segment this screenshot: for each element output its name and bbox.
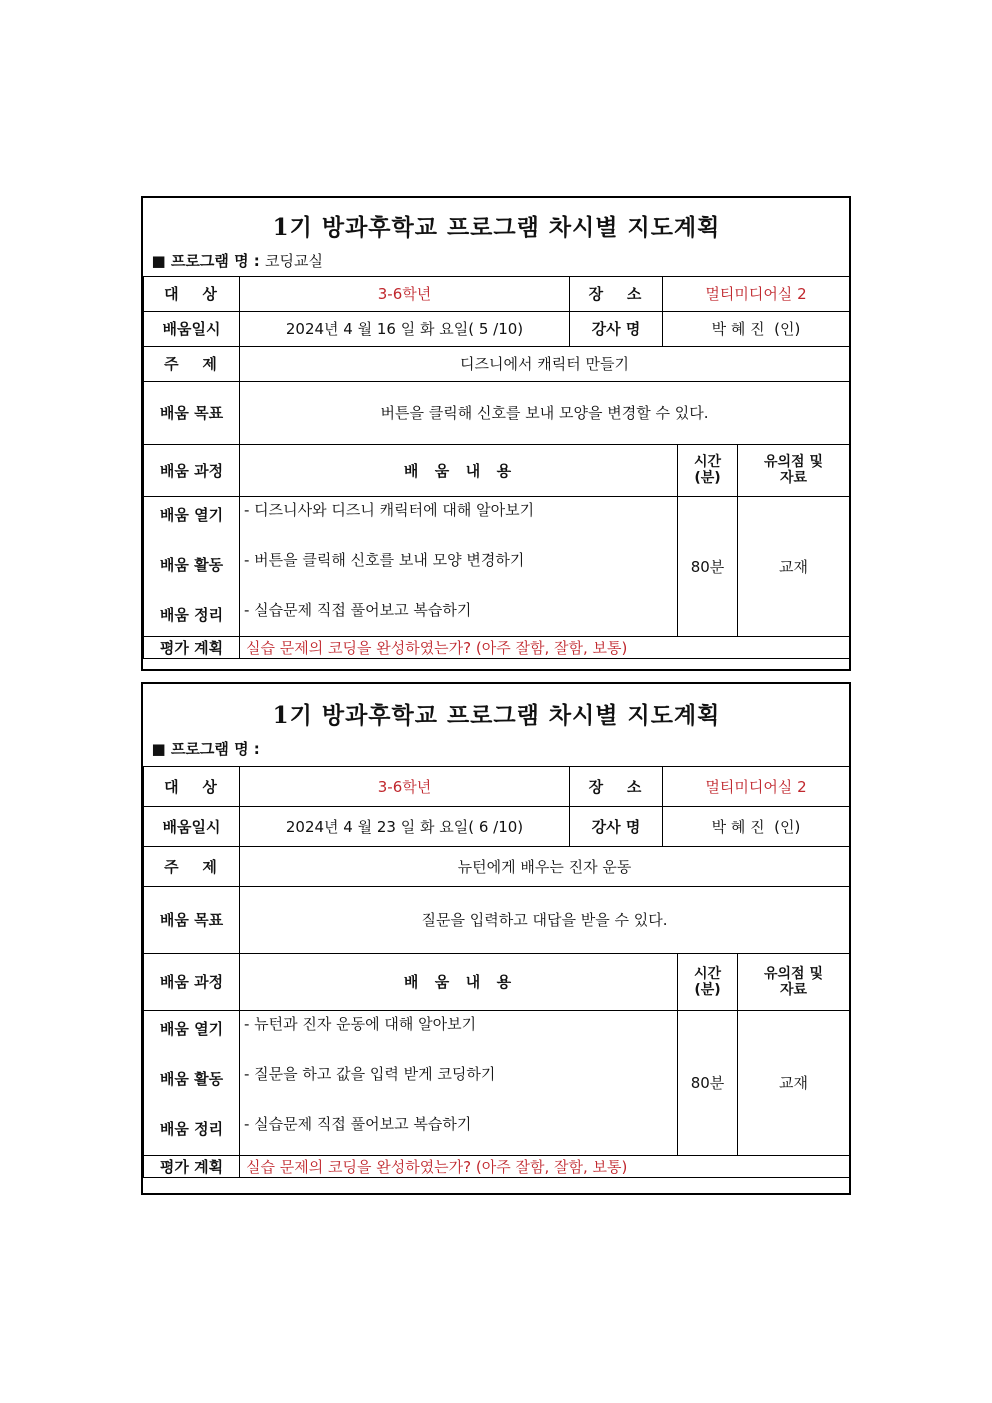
program-name-row: [144, 730, 850, 759]
eval-value: 실습 문제의 코딩을 완성하였는가? (아주 잘함, 잘함, 보통): [240, 636, 850, 658]
step-content: - 질문을 하고 값을 입력 받게 코딩하기: [244, 1064, 496, 1083]
notes-header-line2: 자료: [779, 981, 808, 998]
plan-header: [144, 198, 850, 276]
goal-label: 배움 목표: [144, 381, 240, 444]
program-name-label: ■ 프로그램 명 :: [151, 739, 260, 758]
goal-value: 질문을 입력하고 대답을 받을 수 있다.: [240, 886, 850, 953]
lesson-plan-table: [143, 198, 850, 659]
time-header: [678, 953, 738, 1010]
content-label: 배 움 내 용: [240, 444, 678, 496]
teacher-value: 박 혜 진 (인): [663, 806, 850, 846]
target-label: 대 상: [144, 276, 240, 311]
notes-header: [738, 953, 850, 1010]
material-value: 교재: [738, 496, 850, 636]
content-label: 배 움 내 용: [240, 953, 678, 1010]
stage-label: 배움 활동: [159, 1069, 224, 1088]
goal-label: 배움 목표: [144, 886, 240, 953]
time-value: 80분: [678, 496, 738, 636]
eval-label: 평가 계획: [144, 636, 240, 658]
plan-title: 1기 방과후학교 프로그램 차시별 지도계획: [272, 213, 721, 241]
time-header-line2: (분): [694, 470, 721, 486]
place-value: 멀티미디어실 2: [663, 766, 850, 806]
stage-label: 배움 열기: [159, 1019, 224, 1038]
step-content: - 실습문제 직접 풀어보고 복습하기: [244, 1114, 472, 1133]
stage-label: 배움 정리: [159, 1119, 224, 1138]
place-value: 멀티미디어실 2: [663, 276, 850, 311]
lesson-plan-1: [141, 196, 851, 671]
plan-header: [144, 684, 850, 766]
process-label: 배움 과정: [144, 444, 240, 496]
program-name-value: 코딩교실: [265, 251, 323, 270]
target-label: 대 상: [144, 766, 240, 806]
process-contents: [240, 1010, 678, 1155]
date-label: 배움일시: [144, 806, 240, 846]
notes-header-line2: 자료: [779, 470, 808, 486]
date-value: 2024년 4 월 23 일 화 요일( 6 /10): [240, 806, 570, 846]
date-label: 배움일시: [144, 311, 240, 346]
place-label: 장 소: [570, 766, 663, 806]
lesson-plan-table: [143, 684, 850, 1178]
notes-header-line1: 유의점 및: [764, 965, 823, 982]
notes-header: [738, 444, 850, 496]
step-content: - 뉴턴과 진자 운동에 대해 알아보기: [244, 1014, 477, 1033]
date-value: 2024년 4 월 16 일 화 요일( 5 /10): [240, 311, 570, 346]
teacher-label: 강사 명: [570, 806, 663, 846]
target-value: 3-6학년: [240, 766, 570, 806]
process-contents: [240, 496, 678, 636]
place-label: 장 소: [570, 276, 663, 311]
program-name-label: ■ 프로그램 명 :: [151, 251, 260, 270]
topic-value: 뉴턴에게 배우는 진자 운동: [240, 846, 850, 886]
process-label: 배움 과정: [144, 953, 240, 1010]
time-header-line1: 시간: [693, 454, 722, 470]
stage-label: 배움 활동: [159, 555, 224, 574]
notes-header-line1: 유의점 및: [764, 454, 823, 470]
topic-value: 디즈니에서 캐릭터 만들기: [240, 346, 850, 381]
step-content: - 버튼을 클릭해 신호를 보내 모양 변경하기: [244, 550, 525, 569]
teacher-value: 박 혜 진 (인): [663, 311, 850, 346]
time-header-line1: 시간: [693, 965, 722, 982]
time-header: [678, 444, 738, 496]
process-stages: [144, 496, 240, 636]
process-stages: [144, 1010, 240, 1155]
eval-value: 실습 문제의 코딩을 완성하였는가? (아주 잘함, 잘함, 보통): [240, 1155, 850, 1177]
program-name-row: [144, 242, 850, 271]
teacher-label: 강사 명: [570, 311, 663, 346]
step-content: - 디즈니사와 디즈니 캐릭터에 대해 알아보기: [244, 500, 535, 519]
topic-label: 주 제: [144, 346, 240, 381]
time-header-line2: (분): [694, 981, 721, 998]
lesson-plan-2: [141, 682, 851, 1195]
target-value: 3-6학년: [240, 276, 570, 311]
material-value: 교재: [738, 1010, 850, 1155]
plan-title: 1기 방과후학교 프로그램 차시별 지도계획: [272, 701, 721, 729]
stage-label: 배움 열기: [159, 505, 224, 524]
step-content: - 실습문제 직접 풀어보고 복습하기: [244, 600, 472, 619]
topic-label: 주 제: [144, 846, 240, 886]
eval-label: 평가 계획: [144, 1155, 240, 1177]
time-value: 80분: [678, 1010, 738, 1155]
goal-value: 버튼을 클릭해 신호를 보내 모양을 변경할 수 있다.: [240, 381, 850, 444]
stage-label: 배움 정리: [159, 605, 224, 624]
